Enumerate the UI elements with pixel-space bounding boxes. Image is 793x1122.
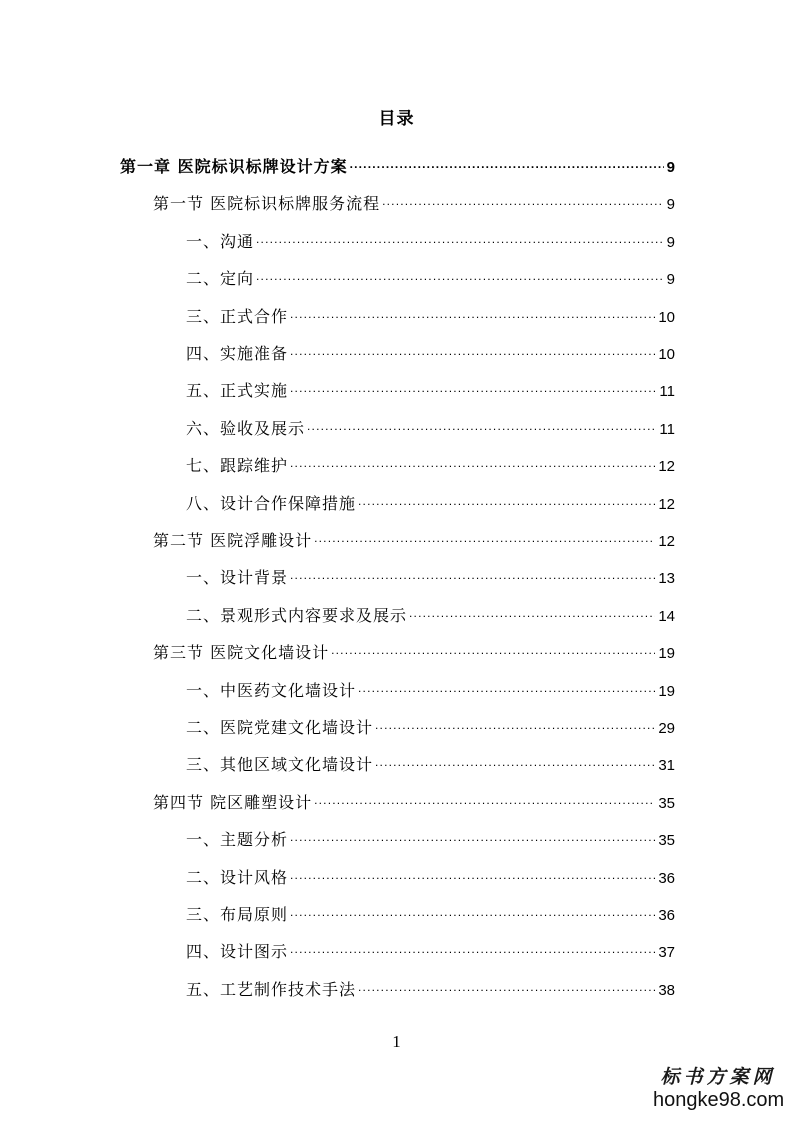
toc-dot-leader: [358, 672, 655, 696]
toc-entry-page-number: 37: [658, 944, 675, 962]
toc-entry[interactable]: [186, 672, 675, 700]
toc-entry[interactable]: [153, 522, 675, 550]
toc-title: 目录: [378, 109, 415, 129]
toc-entry-page-number: 10: [658, 346, 675, 363]
toc-entry-page-number: 9: [666, 271, 675, 289]
toc-dot-leader: [290, 821, 655, 845]
toc-entry[interactable]: [120, 148, 675, 176]
toc-entry-label: 一、设计背景: [186, 568, 289, 588]
toc-entry-label: 二、定向: [186, 269, 255, 289]
toc-entry-page-number: 10: [658, 308, 675, 326]
toc-entry[interactable]: [186, 933, 675, 962]
toc-dot-leader: [375, 746, 655, 770]
toc-entry[interactable]: [186, 447, 675, 476]
toc-dot-leader: [314, 522, 655, 546]
toc-entry[interactable]: [186, 410, 675, 438]
toc-entry-label: 五、正式实施: [186, 381, 289, 401]
toc-entry[interactable]: [186, 559, 675, 588]
toc-entry-page-number: 9: [666, 159, 675, 176]
toc-dot-leader: [290, 933, 655, 957]
toc-entry-label: 四、实施准备: [186, 344, 289, 363]
toc-dot-leader: [409, 597, 655, 621]
toc-entry[interactable]: [186, 298, 675, 326]
toc-dot-leader: [375, 709, 655, 733]
watermark-brand-text: 标书方案网: [660, 1066, 776, 1088]
toc-entry-label: 第一章 医院标识标牌设计方案: [120, 157, 348, 176]
toc-entry-page-number: 19: [658, 682, 675, 700]
toc-dot-leader: [314, 784, 655, 808]
toc-entry[interactable]: [186, 223, 675, 251]
toc-entry[interactable]: [186, 859, 675, 887]
toc-entry-label: 一、主题分析: [186, 830, 289, 850]
toc-entry[interactable]: [186, 746, 675, 775]
toc-dot-leader: [382, 185, 664, 209]
toc-entry[interactable]: [186, 821, 675, 850]
toc-dot-leader: [290, 298, 655, 322]
toc-entry[interactable]: [186, 709, 675, 737]
toc-entry-label: 二、设计风格: [186, 867, 289, 887]
toc-entry-label: 八、设计合作保障措施: [186, 493, 357, 513]
toc-dot-leader: [331, 634, 655, 658]
toc-entry-page-number: 12: [658, 495, 675, 513]
watermark-logo: [653, 1062, 783, 1114]
toc-entry[interactable]: [153, 784, 675, 812]
toc-entry-label: 四、设计图示: [186, 942, 289, 962]
toc-entry[interactable]: [186, 335, 675, 363]
toc-dot-leader: [290, 335, 655, 359]
toc-entry-label: 二、景观形式内容要求及展示: [186, 605, 408, 625]
page-number: 1: [392, 1032, 401, 1051]
toc-entry-label: 五、工艺制作技术手法: [186, 979, 357, 999]
toc-dot-leader: [256, 223, 664, 247]
toc-dot-leader: [290, 447, 655, 471]
toc-entry-page-number: 14: [658, 607, 675, 625]
watermark-domain-text: hongke98.com: [653, 1089, 785, 1111]
toc-entry-label: 第三节 医院文化墙设计: [153, 643, 330, 663]
toc-entry-label: 三、正式合作: [186, 306, 289, 326]
toc-entry[interactable]: [186, 260, 675, 289]
toc-entry-label: 第二节 医院浮雕设计: [153, 531, 313, 550]
toc-entry-page-number: 11: [659, 383, 675, 401]
toc-entry-page-number: 35: [658, 794, 675, 812]
toc-dot-leader: [256, 260, 664, 284]
toc-dot-leader: [350, 148, 664, 172]
toc-entry[interactable]: [186, 485, 675, 513]
toc-entry[interactable]: [186, 896, 675, 924]
toc-entry[interactable]: [186, 971, 675, 999]
toc-entry-page-number: 36: [658, 907, 675, 924]
toc-entry-label: 二、医院党建文化墙设计: [186, 718, 374, 737]
toc-entry-label: 第四节 院区雕塑设计: [153, 792, 313, 812]
toc-entry-label: 第一节 医院标识标牌服务流程: [153, 194, 381, 214]
toc-entry-page-number: 19: [658, 645, 675, 663]
toc-entry[interactable]: [153, 185, 675, 214]
toc-entry-page-number: 31: [658, 757, 675, 775]
toc-entry-page-number: 12: [658, 458, 675, 476]
toc-entry-label: 七、跟踪维护: [186, 456, 289, 476]
toc-dot-leader: [290, 896, 655, 920]
toc-entry-page-number: 12: [658, 533, 675, 550]
toc-entry-page-number: 11: [659, 420, 675, 438]
toc-entry-page-number: 13: [658, 570, 675, 588]
toc-entry-label: 三、布局原则: [186, 905, 289, 924]
toc-dot-leader: [290, 559, 655, 583]
toc-entry[interactable]: [186, 372, 675, 401]
toc-entry-page-number: 38: [658, 981, 675, 999]
toc-dot-leader: [307, 410, 656, 434]
toc-dot-leader: [290, 859, 655, 883]
toc-entry-label: 一、中医药文化墙设计: [186, 680, 357, 700]
toc-dot-leader: [358, 971, 655, 995]
toc-entry-page-number: 36: [658, 869, 675, 887]
toc-entry-page-number: 9: [666, 233, 675, 251]
toc-entry-page-number: 9: [666, 196, 675, 214]
toc-entry-page-number: 35: [658, 832, 675, 850]
toc-entry-label: 一、沟通: [186, 231, 255, 251]
toc-entry-label: 三、其他区域文化墙设计: [186, 755, 374, 775]
toc-entry[interactable]: [186, 597, 675, 625]
toc-entry[interactable]: [153, 634, 675, 663]
toc-dot-leader: [290, 372, 656, 396]
toc-dot-leader: [358, 485, 655, 509]
toc-entry-label: 六、验收及展示: [186, 418, 306, 438]
toc-entry-page-number: 29: [658, 720, 675, 737]
